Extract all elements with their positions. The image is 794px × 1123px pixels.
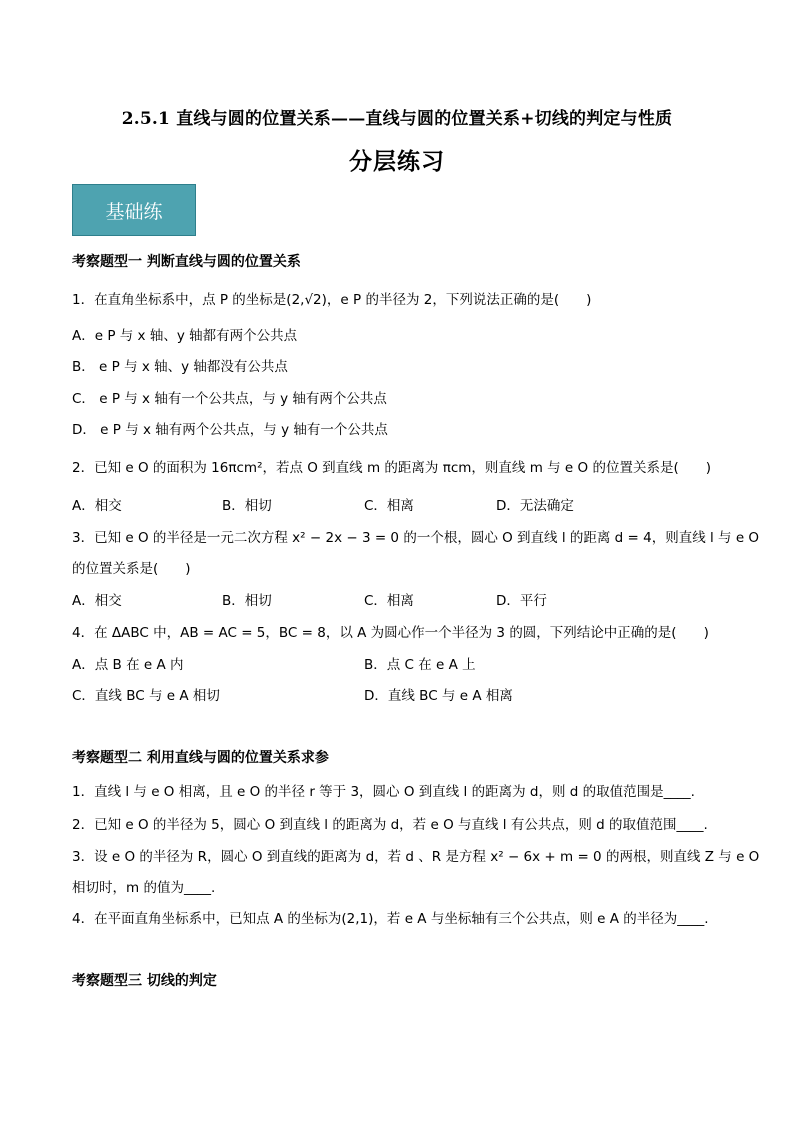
document-title: 2.5.1 直线与圆的位置关系——直线与圆的位置关系+切线的判定与性质 bbox=[121, 109, 673, 129]
question-4-option-a: A．点 B 在 e A 内 bbox=[72, 657, 184, 673]
question-3-stem-line2: 的位置关系是( ) bbox=[72, 561, 191, 577]
question-4-option-b: B．点 C 在 e A 上 bbox=[364, 657, 476, 673]
question-1-option-b: B． e P 与 x 轴、y 轴都没有公共点 bbox=[72, 359, 288, 375]
section2-question-1: 1．直线 l 与 e O 相离，且 e O 的半径 r 等于 3，圆心 O 到直线 l 的距离为 d，则 d 的取值范围是____. bbox=[72, 784, 695, 800]
question-4-option-c: C．直线 BC 与 e A 相切 bbox=[72, 688, 220, 704]
question-2-option-b: B．相切 bbox=[222, 498, 272, 514]
level-badge: 基础练 bbox=[72, 184, 196, 236]
question-3-option-b: B．相切 bbox=[222, 593, 272, 609]
section-heading-2: 考察题型二 利用直线与圆的位置关系求参 bbox=[72, 750, 329, 766]
section2-question-3-line2: 相切时，m 的值为____. bbox=[72, 880, 216, 896]
question-1-stem: 1．在直角坐标系中，点 P 的坐标是(2,√2)，e P 的半径为 2，下列说法正确的是( ) bbox=[72, 292, 592, 308]
section2-question-3-line1: 3．设 e O 的半径为 R，圆心 O 到直线的距离为 d，若 d 、R 是方程 x² − 6x + m = 0 的两根，则直线 Z 与 e O bbox=[72, 849, 760, 865]
question-2-option-a: A．相交 bbox=[72, 498, 122, 514]
question-2-stem: 2．已知 e O 的面积为 16πcm²，若点 O 到直线 m 的距离为 πcm，则直线 m 与 e O 的位置关系是( ) bbox=[72, 460, 711, 476]
question-2-option-d: D．无法确定 bbox=[496, 498, 574, 514]
question-3-option-c: C．相离 bbox=[364, 593, 414, 609]
question-3-stem-line1: 3．已知 e O 的半径是一元二次方程 x² − 2x − 3 = 0 的一个根，圆心 O 到直线 l 的距离 d = 4，则直线 l 与 e O bbox=[72, 530, 760, 546]
section2-question-4: 4．在平面直角坐标系中，已知点 A 的坐标为(2,1)，若 e A 与坐标轴有三个公共点，则 e A 的半径为____. bbox=[72, 911, 709, 927]
section-heading-1: 考察题型一 判断直线与圆的位置关系 bbox=[72, 254, 301, 270]
document-subtitle: 分层练习 bbox=[349, 148, 445, 175]
question-1-option-d: D． e P 与 x 轴有两个公共点，与 y 轴有一个公共点 bbox=[72, 422, 388, 438]
question-1-option-a: A．e P 与 x 轴、y 轴都有两个公共点 bbox=[72, 328, 298, 344]
question-3-option-a: A．相交 bbox=[72, 593, 122, 609]
question-4-option-d: D．直线 BC 与 e A 相离 bbox=[364, 688, 513, 704]
section2-question-2: 2．已知 e O 的半径为 5，圆心 O 到直线 l 的距离为 d，若 e O 与直线 l 有公共点，则 d 的取值范围____. bbox=[72, 817, 708, 833]
question-2-option-c: C．相离 bbox=[364, 498, 414, 514]
question-1-option-c: C． e P 与 x 轴有一个公共点，与 y 轴有两个公共点 bbox=[72, 391, 387, 407]
question-3-option-d: D．平行 bbox=[496, 593, 547, 609]
question-4-stem: 4．在 ΔABC 中，AB = AC = 5，BC = 8，以 A 为圆心作一个半径为 3 的圆，下列结论中正确的是( ) bbox=[72, 625, 709, 641]
section-heading-3: 考察题型三 切线的判定 bbox=[72, 973, 217, 989]
